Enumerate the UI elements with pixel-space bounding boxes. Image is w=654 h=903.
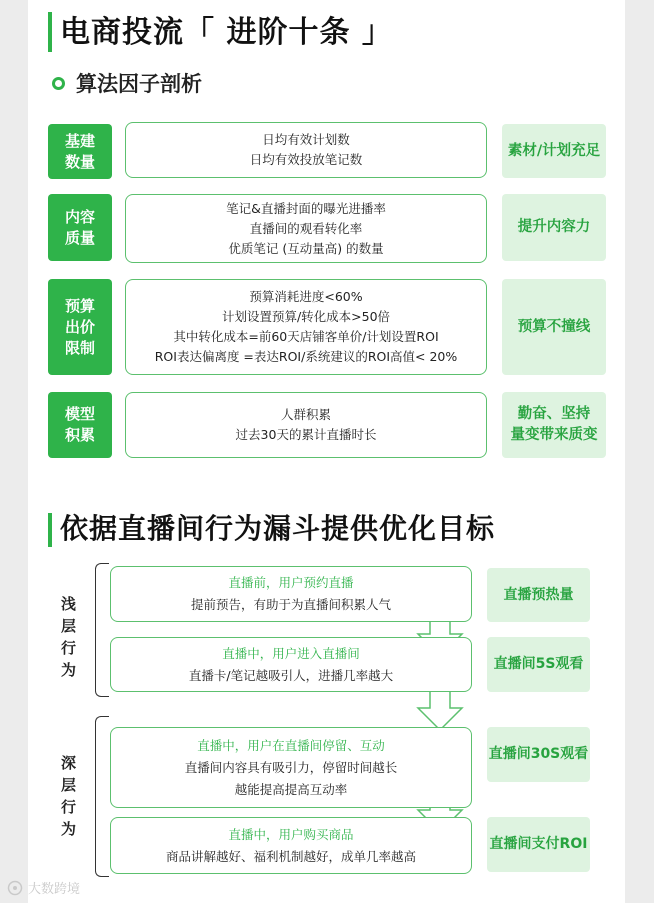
- metric-line: 人群积累: [280, 407, 331, 422]
- down-arrow-icon: [416, 686, 464, 732]
- funnel-step-title: 直播前，用户预约直播: [228, 575, 354, 590]
- factor-metrics-box: [125, 122, 487, 178]
- factor-result-badge: [502, 194, 606, 261]
- result-line: 预算不撞线: [517, 318, 591, 335]
- metric-line: 计划设置预算/转化成本>50倍: [221, 309, 391, 324]
- category-line: 积累: [64, 426, 95, 444]
- funnel-goal-text: 直播间支付ROI: [489, 836, 588, 852]
- category-line: 质量: [64, 228, 95, 247]
- group-label-deep: [61, 752, 76, 840]
- metric-line: 日均有效投放笔记数: [249, 152, 363, 167]
- funnel-step-box: [110, 566, 472, 622]
- metric-line: 其中转化成本=前60天店铺客单价/计划设置ROI: [173, 329, 439, 344]
- factor-result-badge: [502, 279, 606, 375]
- watermark-logo-icon: [6, 880, 24, 896]
- group-label-shallow: [61, 593, 76, 681]
- result-line: 勤奋、坚持: [517, 406, 591, 422]
- category-line: 数量: [64, 152, 95, 171]
- infographic-page: [28, 0, 625, 903]
- funnel-goal-badge: [487, 817, 590, 872]
- funnel-step-box: [110, 727, 472, 808]
- metric-line: ROI表达偏离度 =表达ROI/系统建议的ROI高值< 20%: [154, 349, 458, 364]
- category-line: 基建: [64, 131, 95, 150]
- circle-bullet-icon: [52, 77, 65, 90]
- funnel-goal-badge: [487, 637, 590, 692]
- group-label-char: 为: [61, 820, 77, 838]
- funnel-goal-badge: [487, 727, 590, 782]
- funnel-step-box: [110, 817, 472, 874]
- group-label-char: 行: [61, 639, 77, 657]
- metric-line: 过去30天的累计直播时长: [235, 427, 377, 442]
- watermark: [6, 878, 80, 897]
- funnel-goal-badge: [487, 568, 590, 622]
- factor-category-budget: [48, 279, 112, 375]
- category-line: 限制: [64, 338, 95, 357]
- factor-category-infrastructure: [48, 124, 112, 179]
- category-line: 预算: [64, 296, 95, 315]
- group-label-char: 浅: [61, 595, 77, 613]
- funnel-step-title: 直播中，用户购买商品: [228, 826, 354, 842]
- category-line: 模型: [64, 405, 95, 423]
- result-line: 素材/计划充足: [507, 142, 601, 159]
- funnel-goal-text: 直播间5S观看: [493, 656, 584, 672]
- section-subtitle: 算法因子剖析: [76, 72, 202, 96]
- group-label-char: 层: [61, 776, 77, 794]
- funnel-step-desc: 提前预告，有助于为直播间积累人气: [190, 597, 391, 612]
- factor-metrics-box: [125, 392, 487, 458]
- group-bracket-shallow: [95, 563, 109, 697]
- category-line: 内容: [64, 207, 95, 226]
- section-title: 依据直播间行为漏斗提供优化目标: [60, 512, 496, 545]
- category-line: 出价: [64, 317, 95, 336]
- group-label-char: 为: [61, 661, 77, 679]
- funnel-step-desc: 商品讲解越好、福利机制越好，成单几率越高: [165, 848, 416, 864]
- metric-line: 预算消耗进度<60%: [249, 289, 363, 304]
- funnel-step-title: 直播中，用户进入直播间: [222, 645, 360, 661]
- result-line: 量变带来质变: [510, 427, 598, 443]
- funnel-step-title: 直播中，用户在直播间停留、互动: [197, 737, 385, 753]
- factor-result-badge: [502, 392, 606, 458]
- factor-result-badge: [502, 124, 606, 178]
- factor-metrics-box: [125, 279, 487, 375]
- group-label-char: 行: [61, 798, 77, 816]
- group-label-char: 层: [61, 617, 77, 635]
- funnel-step-desc: 直播间内容具有吸引力，停留时间越长: [184, 759, 398, 775]
- watermark-text: 大数跨境: [28, 882, 81, 897]
- result-line: 提升内容力: [517, 219, 591, 235]
- funnel-goal-text: 直播预热量: [503, 586, 574, 603]
- funnel-step-desc: 越能提高提高互动率: [234, 781, 348, 797]
- funnel-step-box: [110, 637, 472, 692]
- metric-line: 笔记&直播封面的曝光进播率: [226, 200, 386, 216]
- factor-metrics-box: [125, 194, 487, 263]
- group-label-char: 深: [61, 754, 77, 772]
- metric-line: 日均有效计划数: [262, 132, 350, 147]
- section-accent-bar: [48, 513, 52, 547]
- metric-line: 优质笔记 (互动量高) 的数量: [228, 240, 384, 256]
- group-bracket-deep: [95, 716, 109, 877]
- funnel-goal-text: 直播间30S观看: [488, 746, 589, 762]
- factor-category-model: [48, 392, 112, 458]
- factor-category-content: [48, 194, 112, 261]
- metric-line: 直播间的观看转化率: [249, 220, 363, 236]
- funnel-step-desc: 直播卡/笔记越吸引人，进播几率越大: [188, 667, 394, 683]
- title-accent-bar: [48, 12, 52, 52]
- page-title: 电商投流「 进阶十条 」: [60, 15, 393, 50]
